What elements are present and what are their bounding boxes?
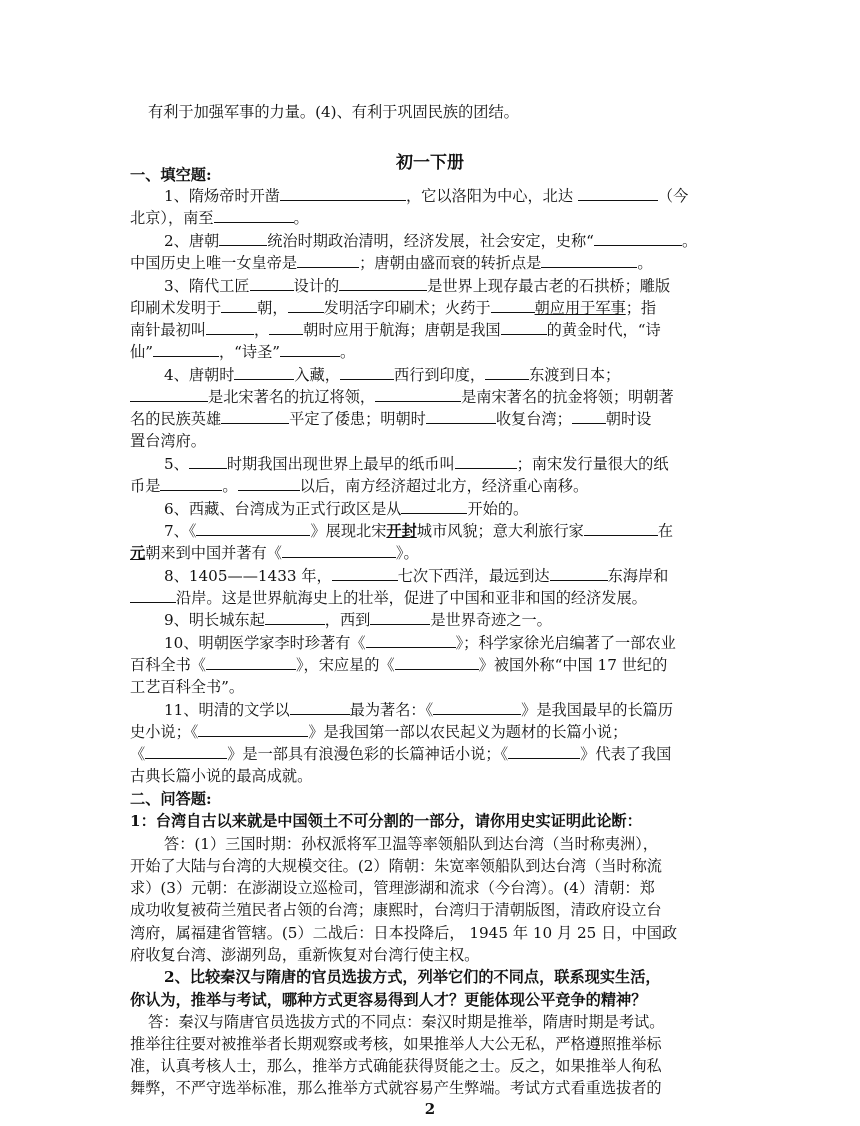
fill-item-11-cont2: 《 》是一部具有浪漫色彩的长篇神话小说；《 》代表了我国 xyxy=(130,745,672,763)
qa-heading: 二、问答题: xyxy=(130,790,212,808)
fill-item-11: 11、明清的文学以 最为著名：《 》是我国最早的长篇历 xyxy=(164,701,674,719)
fill-item-8-cont: 沿岸。这是世界航海史上的壮举，促进了中国和亚非和国的经济发展。 xyxy=(130,587,860,609)
question-2-cont: 你认为，推举与考试，哪种方式更容易得到人才？更能体现公平竞争的精神？ xyxy=(130,991,647,1009)
fill-item-9: 9、明长城东起 ，西到 是世界奇迹之一。 xyxy=(164,611,552,629)
answer-1-line: 答：(1）三国时期：孙权派将军卫温等率领船队到达台湾（当时称夷洲）， xyxy=(164,835,658,853)
answer-1-line: 开始了大陆与台湾的大规模交往。(2）隋朝：朱宽率领船队到达台湾（当时称流 xyxy=(130,857,662,875)
fill-item-6: 6、西藏、台湾成为正式行政区是从 开始的。 xyxy=(164,500,529,518)
fill-item-3-cont3: 仙” ，“诗圣” 。 xyxy=(130,343,356,361)
fill-item-5-cont: 币是 。 以后，南方经济超过北方，经济重心南移。 xyxy=(130,477,589,495)
answer-2-line: 答：秦汉与隋唐官员选拔方式的不同点：秦汉时期是推举，隋唐时期是考试。 xyxy=(148,1013,665,1031)
fill-heading: 一、填空题: xyxy=(130,166,212,184)
fill-item-8: 8、1405——1433 年， 七次下西洋，最远到达 东海岸和 xyxy=(164,567,669,585)
fill-item-7-cont: 元朝来到中国并著有《 》。 xyxy=(130,544,419,562)
fill-item-3-cont1: 印刷术发明于 朝， 发明活字印刷术；火药于 朝应用于军事；指 xyxy=(130,299,657,317)
question-2: 2、比较秦汉与隋唐的官员选拔方式，列举它们的不同点，联系现实生活， xyxy=(164,968,661,986)
fill-item-4-cont3: 置台湾府。 xyxy=(130,432,206,450)
fill-item-3-cont2: 南针最初叫 ， 朝时应用于航海；唐朝是我国 的黄金时代，“诗 xyxy=(130,321,661,339)
page-number: 2 xyxy=(424,1100,436,1118)
fill-item-4: 4、唐朝时 入藏， 西行到印度， 东渡到日本； xyxy=(164,366,621,384)
intro-line: 有利于加强军事的力量。(4)、有利于巩固民族的团结。 xyxy=(148,103,519,121)
answer-2-line: 舞弊，不严守选举标准，那么推举方式就容易产生弊端。考试方式看重选拔者的 xyxy=(130,1079,662,1097)
answer-1-line: 湾府，属福建省管辖。(5）二战后：日本投降后， 1945 年 10 月 25 日，中国政 xyxy=(130,924,678,942)
fill-item-2: 2、唐朝 统治时期政治清明，经济发展，社会安定，史称“ 。 xyxy=(164,232,698,250)
fill-item-10: 10、明朝医学家李时珍著有《 》；科学家徐光启编著了一部农业 xyxy=(164,634,676,652)
section-title: 初一下册 xyxy=(396,153,464,173)
fill-item-1-cont: 北京），南至 。 xyxy=(130,209,309,227)
fill-item-4-cont2: 名的民族英雄 平定了倭患；明朝时 收复台湾； 朝时设 xyxy=(130,410,652,428)
fill-item-11-cont3: 古典长篇小说的最高成就。 xyxy=(130,767,313,785)
answer-2-line: 准，认真考核人士，那么，推举方式确能获得贤能之士。反之，如果推举人徇私 xyxy=(130,1057,662,1075)
fill-item-2-cont: 中国历史上唯一女皇帝是 ；唐朝由盛而衰的转折点是 。 xyxy=(130,254,653,272)
fill-item-10-cont1: 百科全书《 》，宋应星的《 》被国外称“中国 17 世纪的 xyxy=(130,656,668,674)
fill-item-3: 3、隋代工匠 设计的 是世界上现存最古老的石拱桥；雕版 xyxy=(164,277,671,295)
answer-1-line: 成功收复被荷兰殖民者占领的台湾；康熙时，台湾归于清朝版图，清政府设立台 xyxy=(130,901,662,919)
fill-item-7: 7、《 》展现北宋开封城市风貌；意大利旅行家 在 xyxy=(164,522,674,540)
answer-1-line: 府收复台湾、澎湖列岛，重新恢复对台湾行使主权。 xyxy=(130,946,480,964)
fill-item-4-cont1: 是北宋著名的抗辽将领， 是南宋著名的抗金将领；明朝著 xyxy=(130,386,860,408)
answer-1-line: 求）(3）元朝：在澎湖设立巡检司，管理澎湖和流求（今台湾）。(4）清朝：郑 xyxy=(130,879,655,897)
answer-2-line: 推举往往要对被推举者长期观察或考核，如果推举人大公无私，严格遵照推举标 xyxy=(130,1035,662,1053)
question-1: 1：台湾自古以来就是中国领土不可分割的一部分，请你用史实证明此论断： xyxy=(130,812,642,830)
fill-item-10-cont2: 工艺百科全书”。 xyxy=(130,678,245,696)
fill-item-5: 5、 时期我国出现世界上最早的纸币叫 ；南宋发行量很大的纸 xyxy=(164,455,669,473)
fill-item-1: 1、隋炀帝时开凿 ，它以洛阳为中心，北达 （今 xyxy=(164,187,689,205)
fill-item-11-cont1: 史小说；《 》是我国第一部以农民起义为题材的长篇小说； xyxy=(130,723,628,741)
